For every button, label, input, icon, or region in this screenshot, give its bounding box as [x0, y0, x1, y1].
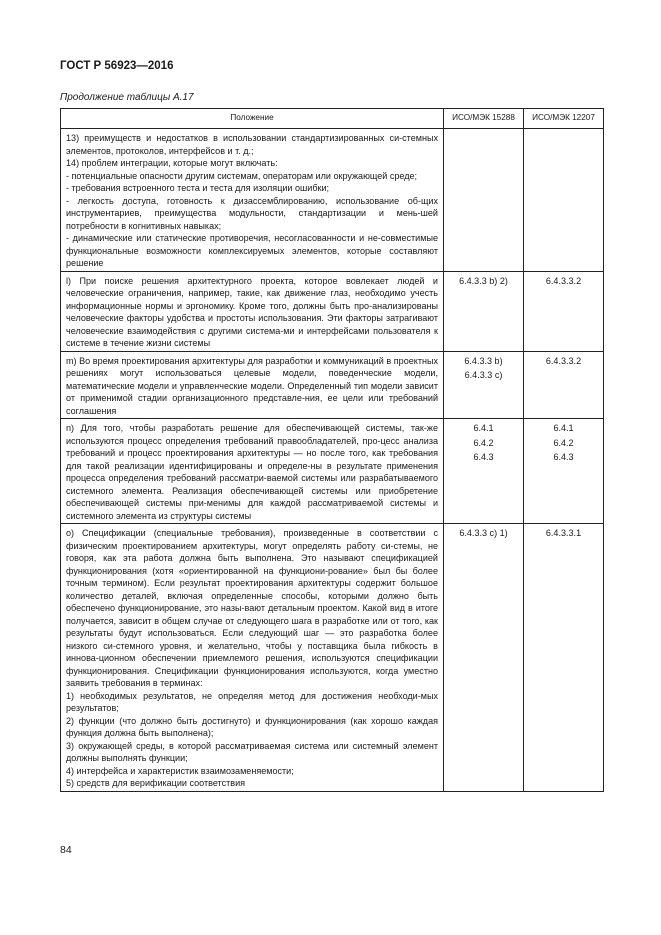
clause-ref: 6.4.2: [473, 437, 494, 448]
requirements-table: [60, 108, 604, 792]
provision-text: - потенциальные опасности другим системам, операторам или окружающей среде;: [66, 170, 418, 181]
provision-text: n) Для того, чтобы разработать решение для обеспечивающей системы, так-же используются процесс определения требований правообладателей, про-цесс анализа требований и процесс проектирования архитектуры — но после того, как требования для такой реализации идентифицированы и определе-ны в результате применения процесса определения требований рассматри-ваемой системы или разрабатываемого системного элемента. Реализация обеспечивающей системы или приобретение обеспечивающей системы при-менимы для каждой рассматриваемой системы и системного элемента из структуры системы: [66, 423, 438, 521]
clause-ref: 6.4.3.3.2: [545, 275, 582, 286]
table-row: [61, 271, 604, 351]
column-header-provision: Положение: [61, 109, 444, 129]
provision-text: l) При поиске решения архитектурного проекта, которое вовлекает людей и человеческие ограничения, например, такие, как движение глаз, необходимо учесть информационные нормы и эргономику. Кроме того, должны быть про-анализированы человеческие факторы удобства и простоты использования. Эти факторы затрагивают человеческие взаимодействия с другими система-ми и интерфейсами пользователя к системе в течение жизни системы: [66, 275, 438, 348]
column-header-iso15288: ИСО/МЭК 15288: [444, 109, 524, 129]
clause-ref: 6.4.3: [473, 452, 494, 462]
provision-text: 5) средств для верификации соответствия: [66, 778, 246, 788]
table-row: [61, 129, 604, 272]
table-header-row: [61, 109, 604, 129]
column-header-iso12207: ИСО/МЭК 12207: [524, 109, 604, 129]
clause-ref: 6.4.3.3.1: [545, 528, 582, 538]
table-row: [61, 524, 604, 792]
iso15288-cell: [444, 351, 524, 419]
clause-ref: 6.4.2: [553, 437, 574, 448]
page-number: 84: [60, 844, 72, 856]
clause-ref: 6.4.1: [553, 423, 574, 433]
table-row: [61, 351, 604, 419]
iso15288-cell: [444, 129, 524, 272]
iso12207-cell: [524, 524, 604, 792]
iso12207-cell: [524, 351, 604, 419]
iso15288-cell: [444, 524, 524, 792]
clause-ref: 6.4.3.3 c) 1): [459, 528, 508, 538]
clause-ref: 6.4.3.3.2: [545, 355, 582, 366]
iso15288-cell: [444, 419, 524, 524]
provision-cell: [61, 524, 444, 792]
provision-text: 2) функции (что должно быть достигнуто) и функционирования (как хорошо каждая функция должна быть выполнена);: [66, 715, 438, 738]
iso12207-cell: [524, 129, 604, 272]
clause-ref: 6.4.1: [473, 423, 494, 433]
provision-text: 1) необходимых результатов, не определяя метод для достижения необходи-мых результатов;: [66, 690, 438, 713]
iso12207-cell: [524, 271, 604, 351]
clause-ref: 6.4.3.3 c): [464, 370, 503, 380]
provision-cell: [61, 271, 444, 351]
iso12207-cell: [524, 419, 604, 524]
provision-cell: [61, 419, 444, 524]
provision-text: 14) проблем интеграции, которые могут включать:: [66, 158, 278, 168]
document-header: ГОСТ Р 56923—2016: [60, 60, 174, 72]
clause-ref: 6.4.3.3 b) 2): [459, 275, 508, 286]
provision-text: o) Спецификации (специальные требования), произведенные в соответствии с физическим проектированием архитектуры, могут определять работу си-стемы, не говоря, как эта работа должна быть выполнена. Это называют спецификацией функционирования (хотя «ориентированной на функциони-рование» был бы более точным термином). Если результат проектирования архитектуры содержит большое количество деталей, включая определенные способы, которыми должно быть обеспечено функционирование, это назы-вают детальным проектом. Какой вид в итоге получается, зависит в общем случае от следующего шага в разработке или от того, как результаты будут использоваться. Если следующий шаг — это разработка более низкого си-стемного уровня, и желательно, чтобы у поставщика была гибкость в иннова-ционном обеспечении приемлемого решения, используются спецификации функционирования. Спецификации функционирования используются, когда уместно заявить требования в терминах:: [66, 528, 438, 688]
clause-ref: 6.4.3.3 b): [464, 355, 503, 366]
provision-text: 4) интерфейса и характеристик взаимозаменяемости;: [66, 765, 294, 776]
provision-text: m) Во время проектирования архитектуры для разработки и коммуникаций в проектных решениях могут использоваться целевые модели, поведенческие модели, математические модели и управленческие модели. Определенный тип модели зависит от применимой стадии организационного представле-ния, ее цели или требований соглашения: [66, 355, 438, 416]
provision-text: - легкость доступа, готовность к дизассемблированию, использование об-щих инструментариев, преимущества модульности, стандартизации и мень-шей потребности в когнитивных навыках;: [66, 195, 438, 231]
clause-ref: 6.4.3: [553, 452, 574, 462]
iso15288-cell: [444, 271, 524, 351]
provision-cell: [61, 351, 444, 419]
provision-text: - динамические или статические противоречия, несогласованности и не-совместимые функциональные возможности комплексируемых элементов, которые составляют решение: [66, 233, 438, 268]
provision-cell: [61, 129, 444, 272]
table-caption: Продолжение таблицы А.17: [60, 92, 194, 103]
provision-text: - требования встроенного теста и теста для изоляции ошибки;: [66, 183, 330, 193]
provision-text: 13) преимуществ и недостатков в использовании стандартизированных си-стемных элементов, протоколов, интерфейсов и т. д.;: [66, 133, 438, 156]
provision-text: 3) окружающей среды, в которой рассматриваемая система или системный элемент должны выполнять функции;: [66, 740, 438, 763]
table-row: [61, 419, 604, 524]
